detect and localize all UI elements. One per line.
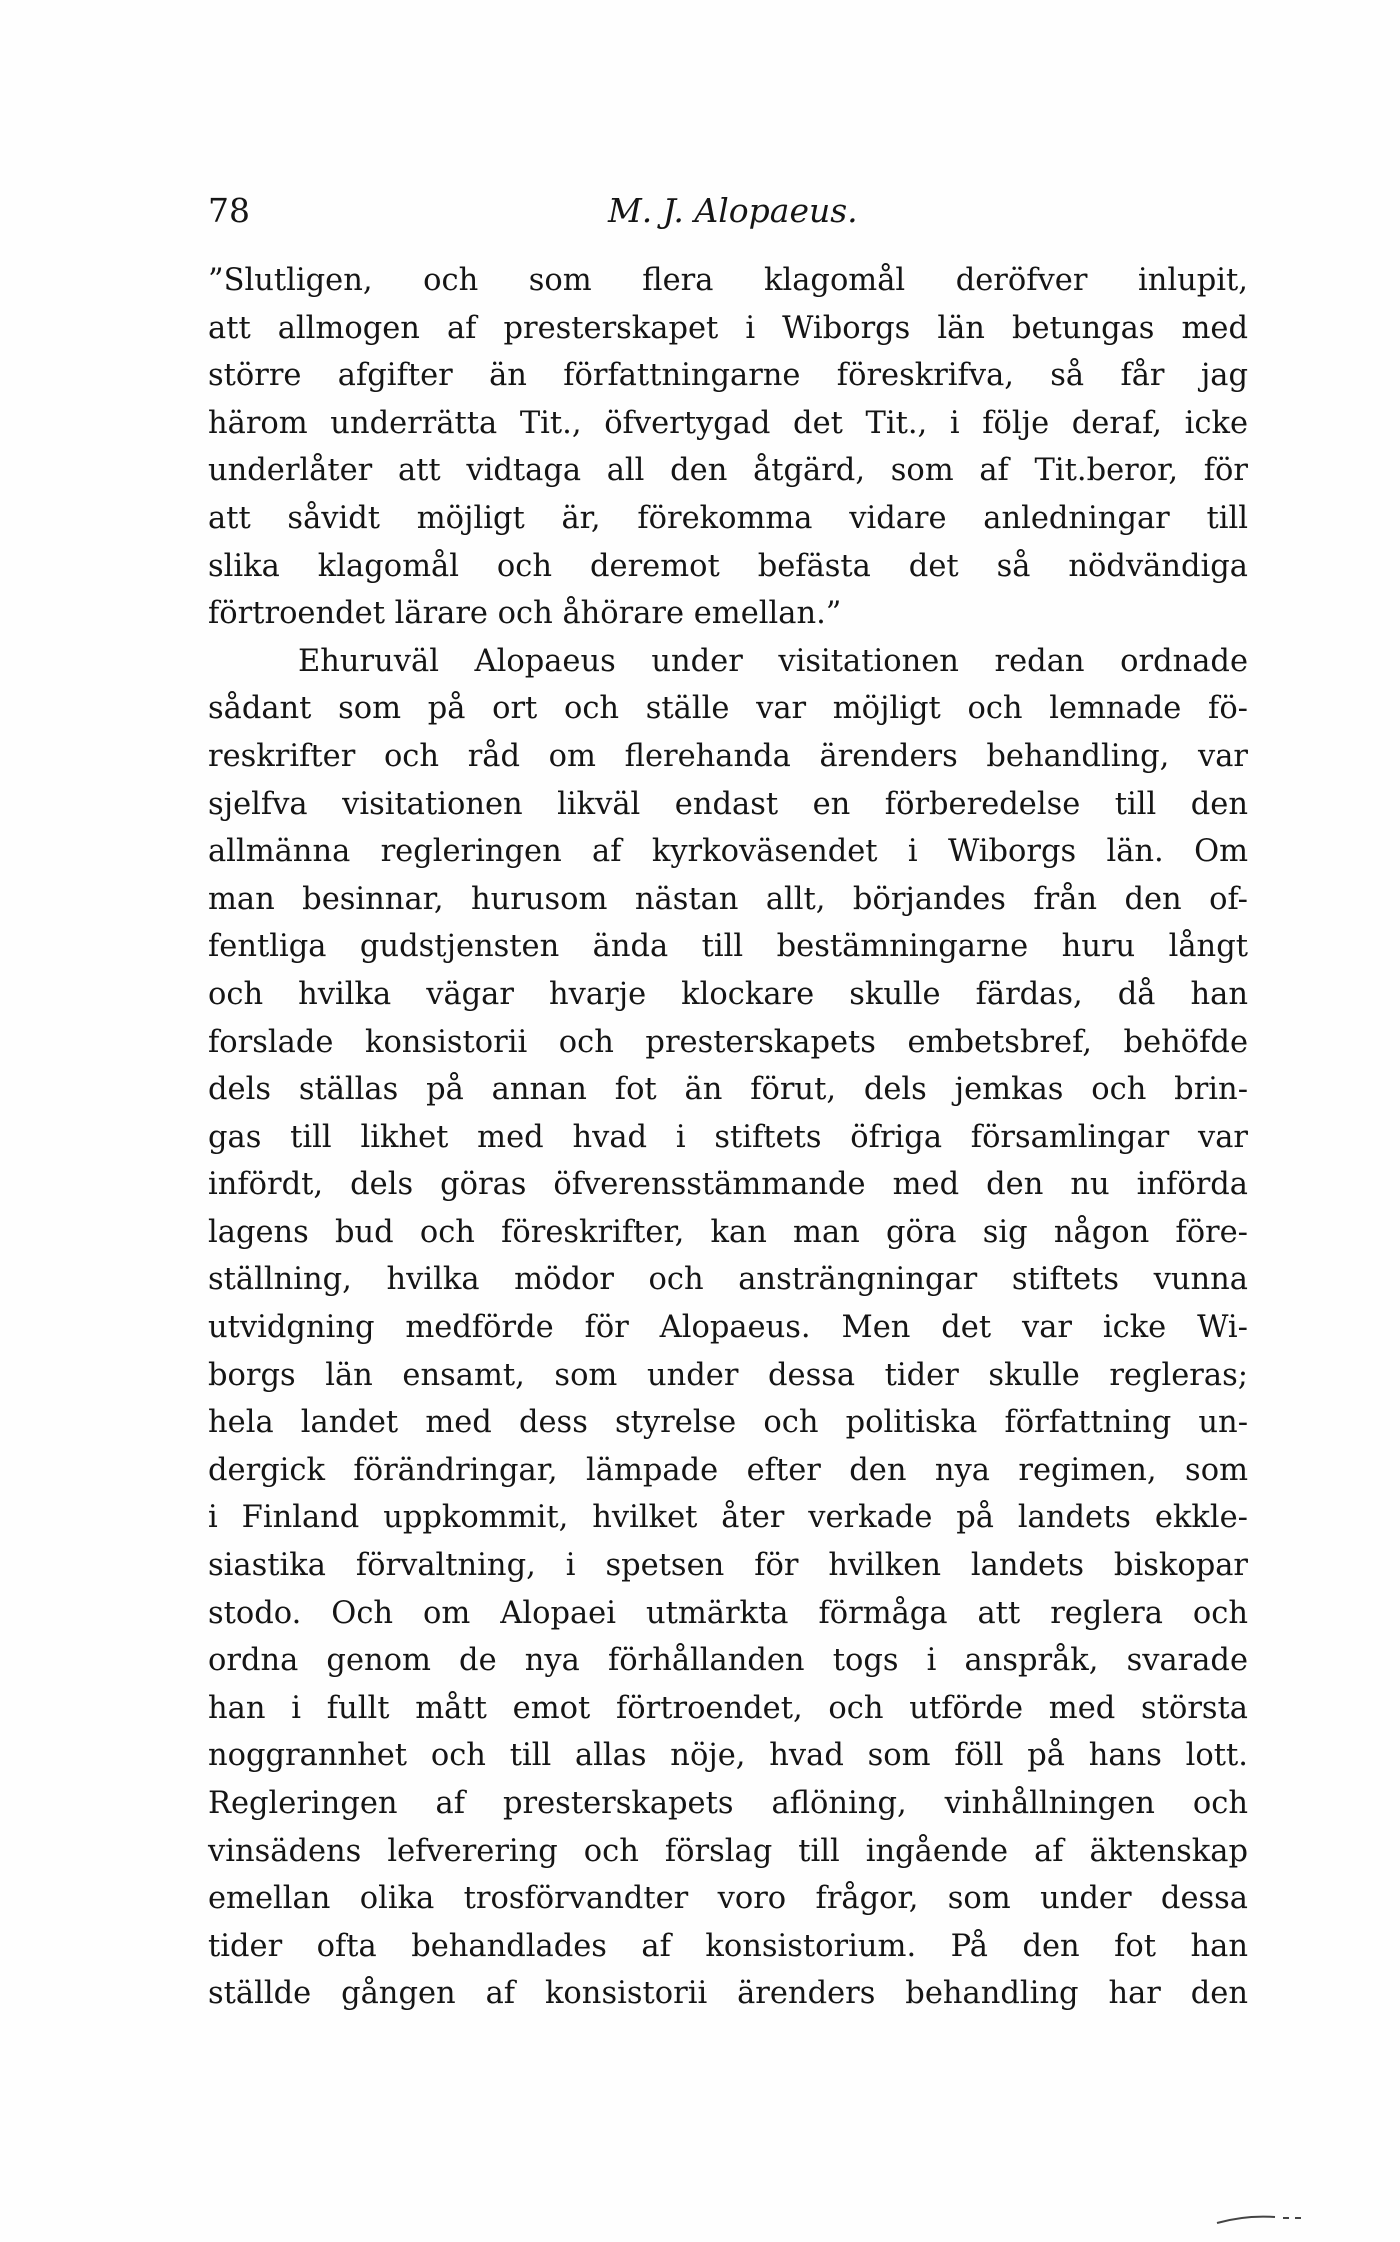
text-line: härom underrätta Tit., öfvertygad det Tit., i följe deraf, icke <box>208 405 1248 441</box>
text-line: noggrannhet och till allas nöje, hvad som föll på hans lott. <box>208 1738 1248 1774</box>
text-line: Regleringen af presterskapets aflöning, vinhållningen och <box>208 1786 1248 1821</box>
text-line: ställde gången af konsistorii ärenders behandling har den <box>208 1976 1248 2012</box>
text-line: infördt, dels göras öfverensstämmande med den nu införda <box>208 1167 1248 1203</box>
text-line: större afgifter än författningarne föreskrifva, så får jag <box>208 358 1248 394</box>
text-line: siastika förvaltning, i spetsen för hvilken landets biskopar <box>208 1548 1248 1584</box>
text-line: reskrifter och råd om flerehanda ärenders behandling, var <box>208 738 1248 774</box>
text-line: forslade konsistorii och presterskapets embetsbref, behöfde <box>208 1024 1248 1060</box>
scan-artifact-mark <box>1215 2213 1305 2225</box>
text-line: ”Slutligen, och som flera klagomål deröfver inlupit, <box>208 263 1248 298</box>
text-line: sjelfva visitationen likväl endast en förberedelse till den <box>208 786 1248 822</box>
body-text <box>208 257 1248 2018</box>
text-line: utvidgning medförde för Alopaeus. Men det var icke Wi- <box>208 1310 1248 1346</box>
text-line: slika klagomål och deremot befästa det så nödvändiga <box>208 548 1248 584</box>
running-title: M. J. Alopaeus. <box>608 191 858 230</box>
text-line: allmänna regleringen af kyrkoväsendet i Wiborgs län. Om <box>208 834 1248 870</box>
text-line: att allmogen af presterskapet i Wiborgs län betungas med <box>208 310 1248 346</box>
text-line: och hvilka vägar hvarje klockare skulle färdas, då han <box>208 976 1248 1012</box>
text-line: förtroendet lärare och åhörare emellan.” <box>208 596 842 632</box>
text-line: gas till likhet med hvad i stiftets öfriga församlingar var <box>208 1119 1248 1155</box>
text-line: fentliga gudstjensten ända till bestämningarne huru långt <box>208 929 1248 965</box>
text-line: lagens bud och föreskrifter, kan man göra sig någon före- <box>208 1214 1248 1250</box>
text-line: man besinnar, hurusom nästan allt, börjandes från den of- <box>208 881 1248 917</box>
text-line: dergick förändringar, lämpade efter den nya regimen, som <box>208 1452 1248 1488</box>
text-line: stodo. Och om Alopaei utmärkta förmåga att reglera och <box>208 1595 1248 1631</box>
text-line: han i fullt mått emot förtroendet, och utförde med största <box>208 1690 1248 1726</box>
text-line: dels ställas på annan fot än förut, dels jemkas och brin- <box>208 1072 1248 1108</box>
text-line: i Finland uppkommit, hvilket åter verkade på landets ekkle- <box>208 1500 1248 1536</box>
text-line: att såvidt möjligt är, förekomma vidare anledningar till <box>208 500 1248 536</box>
text-line: emellan olika trosförvandter voro frågor, som under dessa <box>208 1881 1248 1917</box>
running-head <box>208 186 1248 236</box>
text-line: ordna genom de nya förhållanden togs i anspråk, svarade <box>208 1643 1248 1679</box>
text-line: underlåter att vidtaga all den åtgärd, som af Tit.beror, för <box>208 453 1248 489</box>
text-line: hela landet med dess styrelse och politiska författning un- <box>208 1405 1248 1441</box>
text-line: vinsädens lefverering och förslag till ingående af äktenskap <box>208 1833 1248 1869</box>
page-number: 78 <box>208 191 250 230</box>
text-line: tider ofta behandlades af konsistorium. På den fot han <box>208 1928 1248 1964</box>
text-line: borgs län ensamt, som under dessa tider skulle regleras; <box>208 1357 1248 1393</box>
text-line: sådant som på ort och ställe var möjligt och lemnade fö- <box>208 691 1248 727</box>
text-line: ställning, hvilka mödor och ansträngningar stiftets vunna <box>208 1262 1248 1298</box>
paragraph-first-line: Ehuruväl Alopaeus under visitationen redan ordnade <box>298 643 1248 679</box>
